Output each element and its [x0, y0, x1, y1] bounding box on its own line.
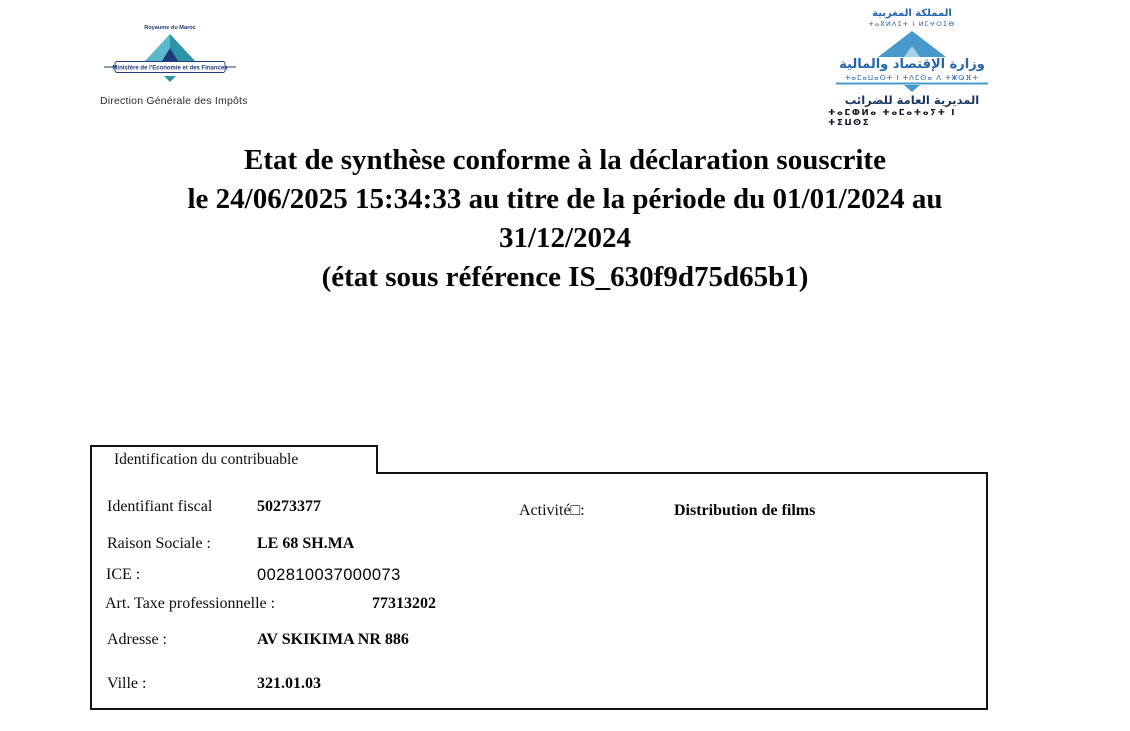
logo-ministry-text-tifinagh: ⵜⴰⵎⴰⵡⴰⵙⵜ ⵏ ⵜⴷⵎⵙⴰ ⴷ ⵜⵥⵕⴼⵜ [845, 73, 979, 82]
field-row-raison-sociale [92, 535, 986, 555]
adresse-label: Adresse : [107, 631, 167, 648]
logo-ministry-text-ar: وزارة الإقتصاد والمالية [839, 56, 985, 72]
direction-generale-impots-label-tifinagh: ⵜⴰⵎⵀⵍⴰ ⵜⴰⵎⴰⵜⴰⵢⵜ ⵏ ⵜⵉⵡⵙⵉ [828, 108, 957, 128]
divider-triangle-icon [836, 82, 988, 93]
identifiant-fiscal-value: 50273377 [257, 498, 321, 515]
logo-ministry-ar [828, 8, 996, 129]
identification-section-tab [90, 445, 378, 474]
document-title [0, 141, 1130, 297]
ministry-triangle-logo-ar-icon [878, 31, 946, 57]
title-line-3: 31/12/2024 [498, 222, 632, 254]
raison-sociale-value: LE 68 SH.MA [257, 535, 355, 552]
direction-generale-impots-label: Direction Générale des Impôts [100, 95, 248, 107]
raison-sociale-label: Raison Sociale : [107, 535, 211, 552]
logo-kingdom-text-ar: المملكة المغربية [872, 8, 952, 19]
ice-label: ICE : [106, 566, 141, 583]
title-line-1: Etat de synthèse conforme à la déclaration souscrite [244, 144, 886, 176]
field-row-ville [92, 675, 986, 695]
direction-generale-impots-label-ar: المديرية العامة للضرائب [844, 92, 980, 107]
ville-label: Ville : [107, 675, 147, 692]
field-row-taxe-professionnelle [92, 595, 986, 615]
taxe-professionnelle-value: 77313202 [372, 595, 436, 612]
identification-section-title: Identification du contribuable [114, 451, 299, 468]
taxe-professionnelle-label: Art. Taxe professionnelle : [105, 595, 276, 612]
activite-value: Distribution de films [674, 502, 816, 519]
identification-box [90, 472, 988, 710]
title-line-4: (état sous référence IS_630f9d75d65b1) [321, 261, 809, 293]
field-row-adresse [92, 631, 986, 651]
title-line-2: le 24/06/2025 15:34:33 au titre de la période du 01/01/2024 au [187, 183, 943, 215]
field-row-ice [92, 566, 986, 586]
logo-ministry-fr [100, 20, 248, 107]
identifiant-fiscal-label: Identifiant fiscal [107, 498, 213, 515]
activite-label: Activité□: [519, 502, 585, 519]
field-row-activite [92, 502, 986, 522]
ministry-triangle-logo-icon [100, 20, 240, 84]
ice-value: 002810037000073 [257, 566, 401, 584]
logo-kingdom-text-tifinagh: ⵜⴰⴳⵍⴷⵉⵜ ⵏ ⵍⵎⵖⵔⵉⴱ [868, 19, 956, 28]
logo-ministry-text-fr: Ministère de l'Economie et des Finances [112, 65, 228, 72]
adresse-value: AV SKIKIMA NR 886 [257, 631, 409, 648]
logo-kingdom-text-fr: Royaume du Maroc [144, 25, 196, 31]
ville-value: 321.01.03 [257, 675, 321, 692]
